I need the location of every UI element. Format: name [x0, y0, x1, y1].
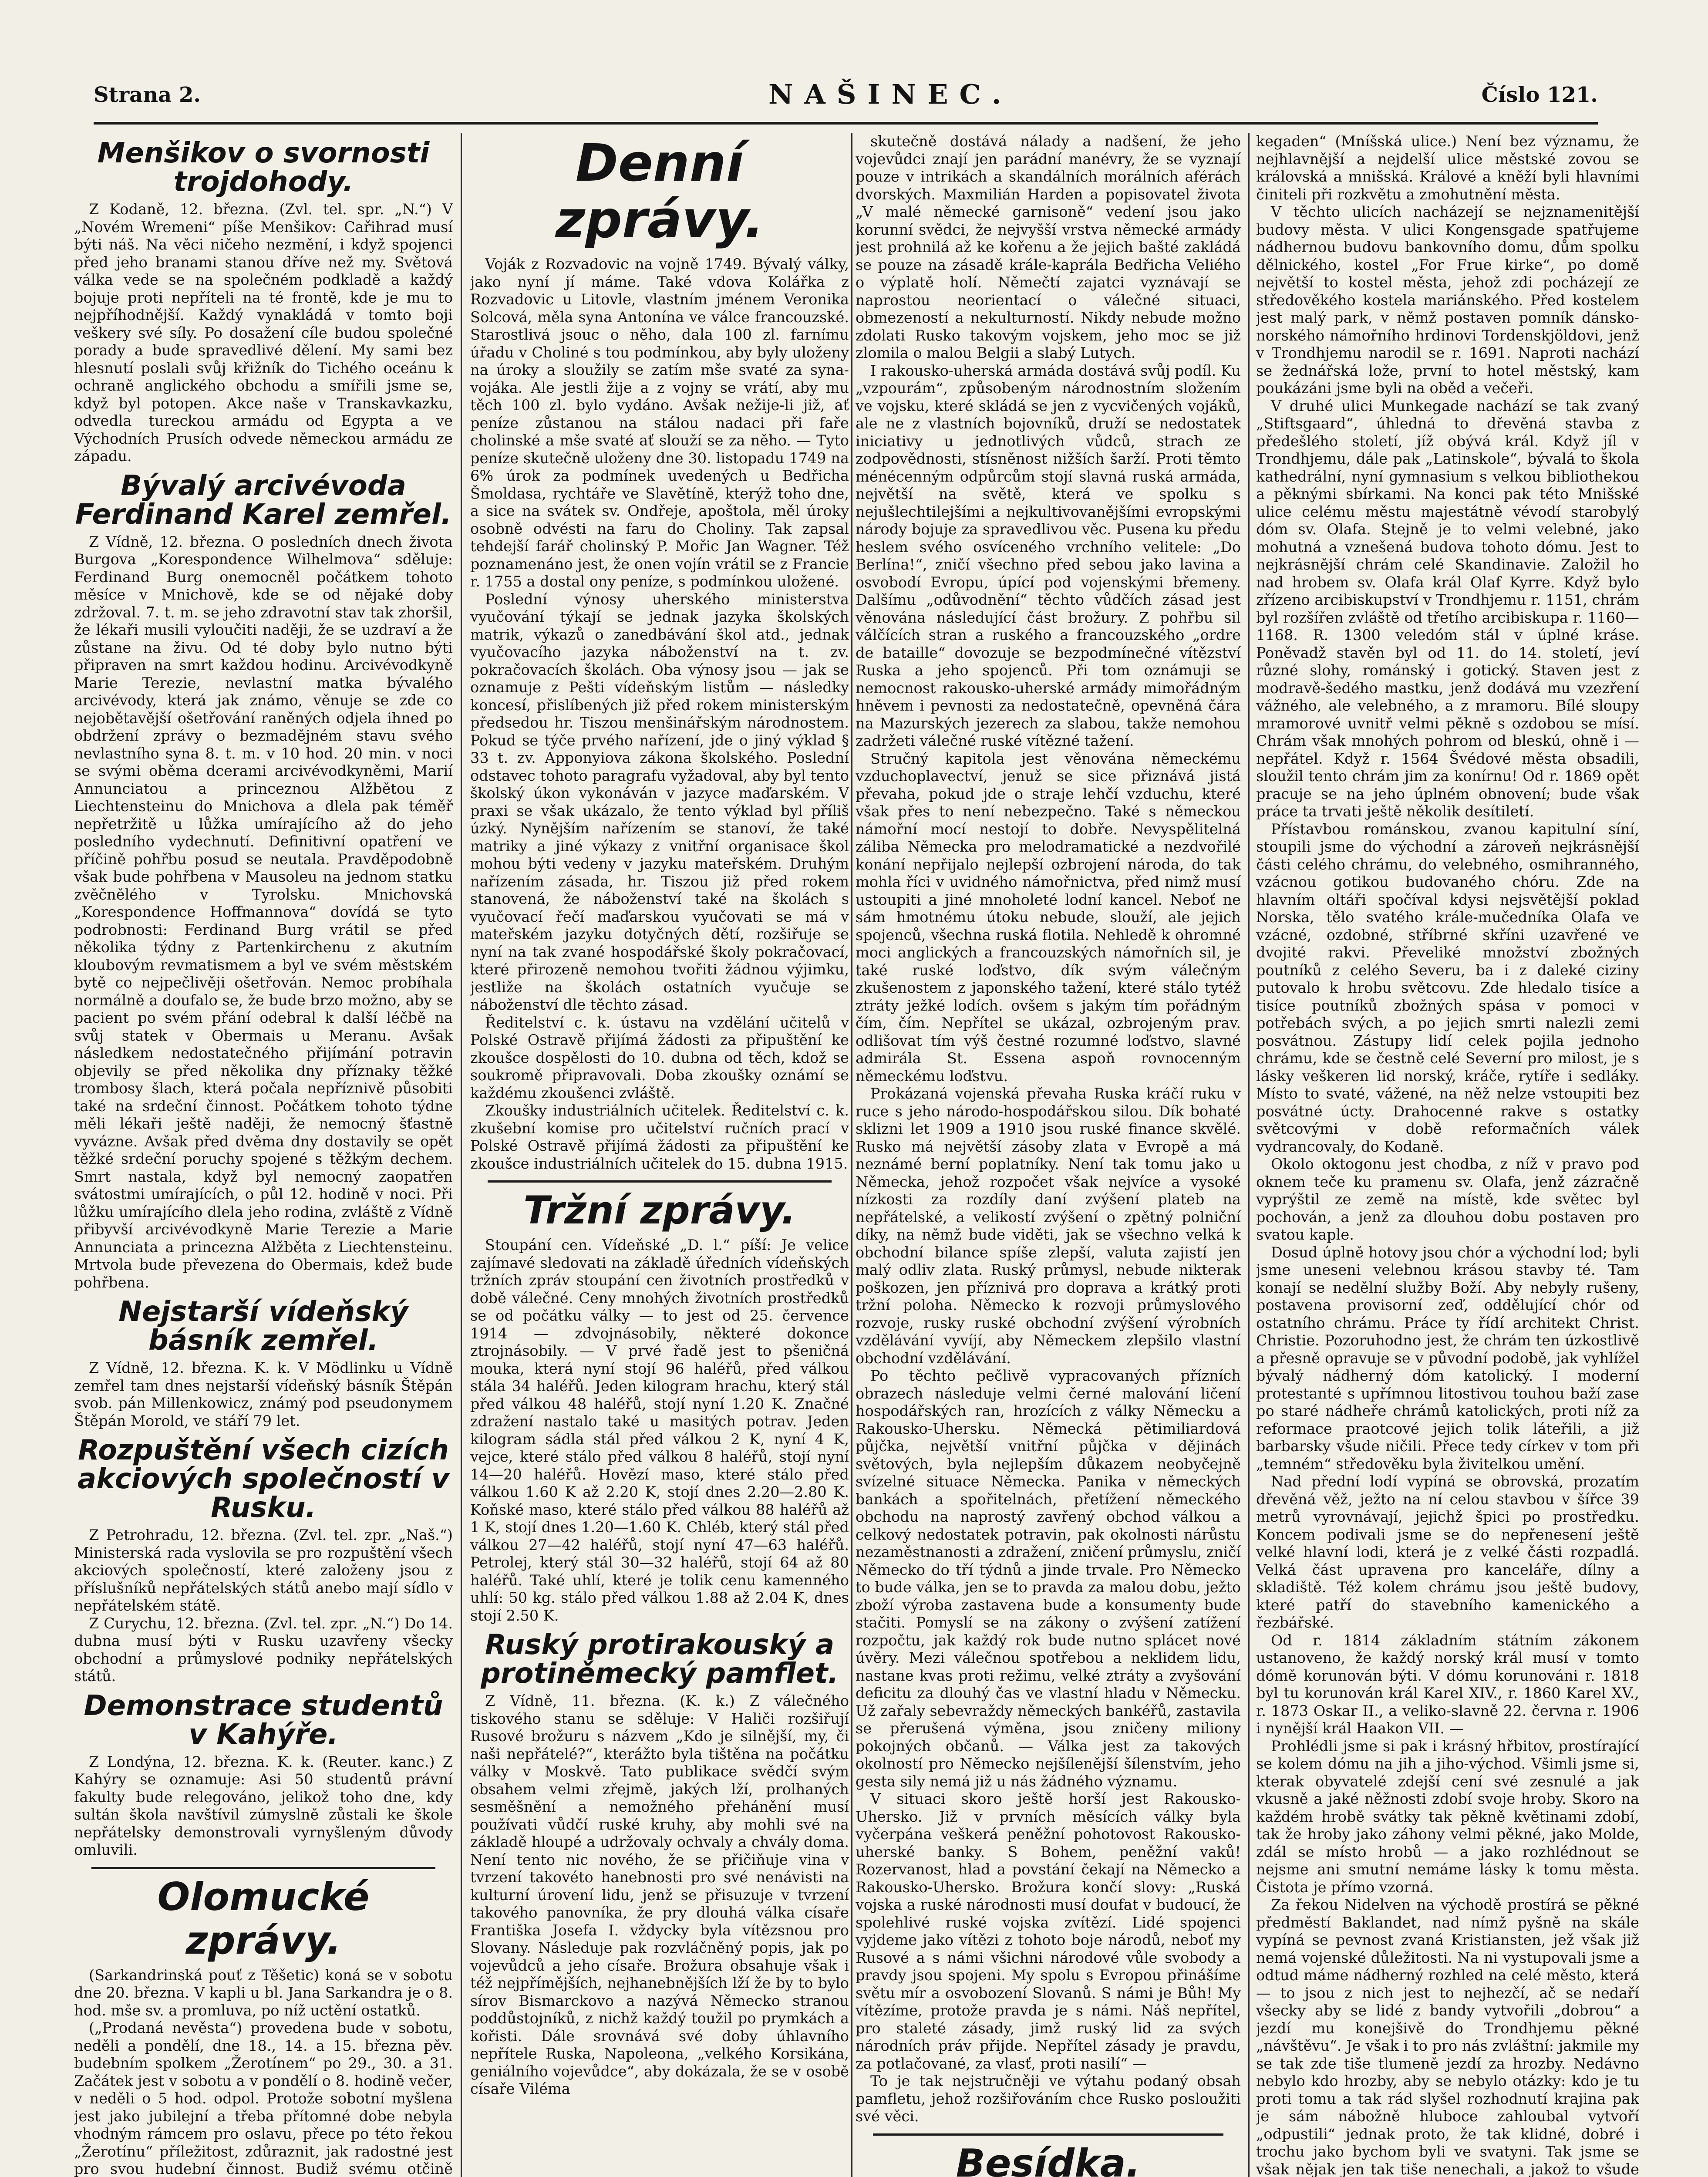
article-text: Prohlédli jsme si pak i krásný hřbitov, prostírající se kolem dómu na jih a jiho-východ. Všimli jsme si, kterak obyvatelé zdejší cení své zesnulé a jak vkusně a jaké něžnosti zdobí svoje hroby. Skoro na každém hrobě svátky tak pěkně květinami zdobí, tak že hroby jako záhony velmi pěkné, jako Molde, zdál se místo hrobů — a jako rozhlédnout se nejsme ani smutní nemáme lásky k tomu města. Čistota je přímo vzorná.: [1256, 1737, 1639, 1896]
article-text: Z Kodaně, 12. března. (Zvl. tel. spr. „N.“) V „Novém Wremeni“ píše Menšikov: Cařihrad musí býti náš. Na věci ničeho nezmění, i když spojenci před jeho branami stanou dříve než my. Světová válka vede se na společném podkladě a každý bojuje proti nepříteli na té frontě, kde je mu to nejpříhodnější. Každý vynakládá v tomto boji veškery své síly. Po dosažení cíle budou společné porady a bude spravedlivé dělení. My sami bez hlesnutí poslali svůj křižník do Tichého oceánu k ochraně anglického obchodu a smířili jsme se, když byl potopen. Akce naše v Transkavkazku, odvedla tureckou armádu od Egypta a ve Východních Prusích odvede německou armádu ze západu.: [74, 201, 453, 465]
article-text: skutečně dostává nálady a nadšení, že jeho vojevůdci znají jen parádní manévry, že se vyznají pouze v intrikách a skandálních morálních aférách dvorských. Maxmilián Harden a popisovatel života „V malé německé garnisoně“ vedení jsou jako korunní svědci, že nejvyšší vrstva německé armády jest prohnilá až ke kořenu a že jejich bašté zakládá se pouze na zásadě krále-kaprála Bedřicha Veliého o výplatě holí. Němečtí zajatci vyznávají se naprostou neorientací o válečné situaci, obmezeností a nekulturností. Nikdy nebude možno zdolati Rusko takovým vojskem, jeho moc se již zlomila o malou Belgii a slabý Lutych.: [856, 133, 1241, 361]
column-rule: [851, 133, 852, 2177]
page-number: Strana 2.: [94, 83, 201, 107]
section-divider: [91, 1867, 435, 1869]
article-text: Z Londýna, 12. března. K. k. (Reuter. kanc.) Z Kahýry se oznamuje: Asi 50 studentů právní fakulty bude relegováno, jelikož toho dne, kdy sultán škola navštívil zúmyslně zůstali ke škole nepřátelsky demonstrovali vyrnyšleným důvody omluvili.: [74, 1753, 453, 1858]
article-text: Okolo oktogonu jest chodba, z níž v pravo pod oknem teče ku pramenu sv. Olafa, jenž zázračně vyprýštil ze země na místě, kde světec byl pochován, a jenž za dlouhou dobu postaven pro svatou kaple.: [1256, 1156, 1639, 1243]
headline: Nejstarší vídeňský básník zemřel.: [118, 1296, 408, 1357]
article-text: Od r. 1814 základním státním zákonem ustanoveno, že každý norský král musí v tomto dómě korunován býti. V dómu korunováni r. 1818 byl tu korunován král Karel XIV., r. 1860 Karel XV., r. 1873 Oskar II., a veliko-slavně 22. června r. 1906 i nynější král Haakon VII. —: [1256, 1631, 1639, 1737]
article-text: Z Vídně, 11. března. (K. k.) Z válečného tiskového stanu se sděluje: V Haliči rozšiřují Rusové brožuru s názvem „Kdo je silnější, my, či naši nepřátelé?“, kterážto byla tištěna na počátku války v Moskvě. Tato publikace svědčí svým obsahem velmi zřejmě, jakých lží, prolhaných sesměšnění a nemožného přehánění musí používati vůdčí ruské kruhy, aby mohli své na základě hloupé a udržovaly ochvaly a chvály doma. Není tento nic nového, že se přičiňuje vina v tvrzení takovéto hanebnosti pro své nenávisti na kulturní úrovení lidu, jenž se přisuzuje v tvrzení takového panovníka, že pry dlouhá válka císaře Františka Josefa I. vždycky byla vítězsnou pro Slovany. Následuje pak rozvláčněný popis, jak po vojevůdců a jeho císaře. Brožura obsahuje však i též nejpřímějších, nejhanebnějších lží že by to bylo sírov Bismarckovo a nazývá Německo stranou poddůstojníků, z nichž každý toužil po prymkách a kořisti. Dále srovnává své doby úhlavního nepřítele Ruska, Napoleona, „velkého Korsikána, geniálního vojevůdce“, aby dokázala, že se v osobě císaře Viléma: [470, 1692, 849, 2097]
masthead: NAŠINEC.: [768, 78, 1013, 110]
column-rule: [1248, 133, 1250, 2177]
article-text: To je tak nejstručněji ve výtahu podaný obsah pamfletu, jehož rozšiřováním chce Rusko posloužiti své věci.: [856, 2073, 1241, 2125]
section-divider: [488, 1180, 832, 1183]
column-3: [856, 133, 1241, 2177]
section-headline: Denní zprávy.: [555, 133, 764, 249]
headline: Ruský protirakouský a protiněmecký pamflet.: [481, 1629, 839, 1690]
column-4: [1256, 133, 1639, 2177]
column-1: [74, 133, 453, 2177]
article-text: Voják z Rozvadovic na vojně 1749. Bývalý války, jako nyní jí máme. Také vdova Kolářka z Rozvadovic u Litovle, vlastním jménem Veronika Solcová, měla syna Antonína ve válce francouzské. Starostlivá jsouc o něho, dala 100 zl. farnímu úřadu v Choliné s tou podmínkou, aby byly uloženy na úroky a sloužily se zatím mše svaté za syna-vojáka. Ale jestli žije a z vojny se vrátí, aby mu těch 100 zl. bylo vydáno. Avšak nežije-li již, ať peníze zůstanou na stálou nadaci při faře cholinské a mše svaté ať slouží se za něho. — Tyto peníze skutečně uloženy dne 30. listopadu 1749 na 6% úrok za podmínek uvedených u Bedřicha Šmoldasa, rychtáře ve Slavětíně, kterýž toho dne, a sice na svátek sv. Ondřeje, apoštola, měl úroky osobně odvésti na faru do Choliny. Tak zapsal tehdejší farář cholinský P. Mořic Jan Wagner. Též poznamenáno jest, že onen vojín vrátil se z Francie r. 1755 a dostal ony peníze, s podmínkou uložené.: [470, 256, 849, 590]
article-text: Po těchto pečlivě vypracovaných přízních obrazech následuje velmi černé malování ličení hospodářských ran, hrozících z války Německu a Rakousko-Uhersku. Německá pětimiliardová půjčka, největší vnitřní půjčka v dějinách světových, byla nejlepším důkazem neobyčejně svízelné situace Německa. Panika v německých bankách a spořitelnách, přetížení německého obchodu na naprostý zavřený obchod válkou a celkový nedostatek potravin, pak okolnosti nárůstu nezaměstnanosti a zdražení, zničení průmyslu, zničí Německo do tří týdnů a jinde trvale. Pro Německo to bude válka, jen se to pravda za malou dobu, ježto zboží výroba zastavena bude a konsumenty bude stačiti. Pomyslí se na zákony o zvýšení zatížení rozpočtu, jak každý rok bude nutno splácet nové úvěry. Mezi válečnou spotřebou a neklidem lidu, nastane kvas proti režimu, velké ztráty a zvyšování deficitu za dlouhý čas ve vlastní hladu v Německu. Už zařaly sebevraždy německých bankéřů, zastavila se přerušená výměna, jsou zničeny miliony pokojných občanů. — Válka jest za takových okolností pro Německo nejšílenější šílenstvím, jeho gesta sily nemá již u nás žádného významu.: [856, 1367, 1241, 1790]
headline: Demonstrace studentů v Kahýře.: [84, 1689, 443, 1751]
issue-number: Číslo 121.: [1481, 83, 1598, 107]
article-text: kegaden“ (Mníšská ulice.) Není bez významu, že nejhlavnější a nejdelší ulice městské zovou se královská a mnišská. Králové a kněží byli hlavními činiteli při rozkvětu a zmohutnění města.: [1256, 133, 1639, 203]
article-text: Z Curychu, 12. března. (Zvl. tel. zpr. „N.“) Do 14. dubna musí býti v Rusku uzavřeny všecky obchodní a průmyslové podniky nepřátelských států.: [74, 1614, 453, 1685]
article-text: V druhé ulici Munkegade nachází se tak zvaný „Stiftsgaard“, úhledná to dřevěná stavba z předešlého století, jíž obývá král. Když jíl v Trondhjemu, dále pak „Latinskole“, bývalá to škola kathedrální, nyní gymnasium s velkou bibliothekou a pěknými sbírkami. Na konci pak této Mnišské ulice celému městu majestátně vévodí starobylý dóm sv. Olafa. Stejně je to velmi velebné, jako mohutná a vznešená budova tohoto dómu. Jest to nejkrásnější chrám celé Skandinavie. Založil ho nad hrobem sv. Olafa král Olaf Kyrre. Když bylo zřízeno arcibiskupství v Trondhjemu r. 1151, chrám byl rozšířen zvláště od třetího arcibiskupa r. 1160—1168. R. 1300 veledóm stál v úplné kráse. Poněvadž stavěn byl od 11. do 14. století, jeví různé slohy, románský i gotický. Staven jest z modravě-šedého mastku, jenž dodává mu vzezření vážného, ale velebného, a z mramoru. Bílé sloupy mramorové uvnitř velmi pěkně s ozdobou se mísí. Chrám však mnohých pohrom od bleskú, ohně i — nepřátel. Když r. 1564 Švédové města obsadili, sloužil tento chrám jim za konírnu! Od r. 1869 opět pracuje se na jeho úplném obnovení; bude však práce ta trvati ještě několik desítiletí.: [1256, 397, 1639, 820]
headline: Bývalý arcivévoda Ferdinand Karel zemřel.: [75, 469, 452, 531]
article-text: Z Petrohradu, 12. března. (Zvl. tel. zpr. „Naš.“) Ministerská rada vyslovila se pro rozpuštění všech akciových společností, které založeny jsou z příslušníků nepřátelských států anebo mají sídlo v nepřátelském státě.: [74, 1527, 453, 1614]
article-text: Poslední výnosy uherského ministerstva vyučování týkají se jednak jazyka školských matrik, výkazů o zanedbávání škol atd., jednak vyučovacího jazyka náboženství na t. zv. pokračovacích školách. Oba výnosy jsou — jak se oznamuje z Pešti vídeňským listům — následky koncesí, přislíbených již před rokem ministerským předsedou hr. Tiszou menšinářským národnostem. Pokud se týče prvého nařízení, jde o jiný výklad § 33 t. zv. Apponyiova zákona školského. Poslední odstavec tohoto paragrafu vyžadoval, aby byl tento školský úkon vykonáván v jazyce maďarském. V praxi se však ukázalo, že tento výklad byl příliš úzký. Nynějším nařízením se stanoví, že také matriky a jiné výkazy z vnitřní organisace škol mohou býti vedeny v jazyku mateřském. Druhým nařízením zásada, hr. Tiszou již před rokem stanovená, že náboženství také na školách s vyučovací řečí maďarskou vyučovati se má v mateřském jazyku dotyčných dětí, rozšiřuje se nyní na tak zvané hospodářské školy pokračovací, které přirozeně nemohou tvořiti žádnou výjimku, jestliže na školách ostatních vyučuje se náboženství dle těchto zásad.: [470, 590, 849, 1013]
article-text: („Prodaná nevěsta“) provedena bude v sobotu, neděli a pondělí, dne 18., 14. a 15. března pěv. budebním spolkem „Žerotínem“ po 29., 30. a 31. Začátek jest v sobotu a v pondělí o 8. hodině večer, v neděli o 5 hod. odpol. Protože sobotní myšlena jest jako jubilejní a třeba přítomné dobe nebyla vhodným rámcem pro oslavu, přece po této řekou „Žerotínu“ příležitost, zdůraznit, jak radostné jest pro svou hudební činnost. Budiž svému otčině: [74, 2019, 453, 2177]
article-text: Dosud úplně hotovy jsou chór a východní lod; byli jsme uneseni velebnou krásou stavby té. Tam konají se nedělní služby Boží. Aby nebyly rušeny, postavena provisorní zeď, oddělující chór od ostatního chrámu. Práce ty řídí architekt Christ. Christie. Pozoruhodno jest, že chrám ten úzkostlivě a přesně opravuje se v původní podobě, jak vyhlížel bývalý nádherný dóm katolický. I moderní protestanté s upřímnou litostivou touhou baží zase po staré nádheře chrámů katolických, proti níž za reformace praotcové jejich tolik láteřili, a již barbarsky všude ničili. Přece tedy církev v tom při „temném“ středověku byla živitelkou umění.: [1256, 1244, 1639, 1473]
section-headline: Tržní zprávy.: [523, 1188, 796, 1233]
column-rule: [461, 133, 462, 2177]
article-text: Zkoušky industriálních učitelek. Ředitelství c. k. zkušební komise pro učitelství ručních prací v Polské Ostravě přijímá žádosti za připuštění ke zkoušce industriálních učitelek do 15. dubna 1915.: [470, 1102, 849, 1172]
headline: Menšikov o svornosti trojdohody.: [97, 137, 430, 198]
section-headline: Olomucké zprávy.: [157, 1874, 370, 1963]
article-text: I rakousko-uherská armáda dostává svůj podíl. Ku „vzpourám“, způsobeným národnostním složením ve vojsku, které skládá se jen z vycvičených vojáků, ale ne z vlastních bojovníků, druží se nedostatek iniciativy u jednotlivých vůdců, strach ze zodpovědnosti, stísněnost nižších šarží. Proti těmto ménécenným odpůrcům stojí slavná ruská armáda, největší na světě, která ve spolku s nejušlechtilejšími a nejkultivovanějšími evropskými národy bojuje za spravedlivou věc. Pusena ku předu heslem svého osvíceného vrchního velitele: „Do Berlína!“, zničí všechno před sebou jako lavina a osvobodí Evropu, úpící pod vojenskými břemeny. Dalšímu „odůvodnění“ těchto vůdčích zásad jest věnována následující část brožury. Z pohřbu sil válčících stran a ruského a francouzského „ordre de bataille“ dovozuje se bezpodmínečné vítězství Ruska a jeho spojenců. Při tom oznámuji se nemocnost rakousko-uherské armády mimořádným hněvem i pevnosti za nedostatečně, opevněná čára na Mazurských jezerech za slabou, takže nemohou zadržeti válečné ruské vítězné tažení.: [856, 362, 1241, 749]
article-text: Nad přední lodí vypíná se obrovská, prozatím dřevěná věž, ježto na ní celou stavbou v šířce 39 metrů vyrovnávají, jejichž špici po prostředku. Koncem podivali jsme se do nepřenesení ještě velké hlavní lodi, která je z velké části rozpadlá. Velká část upravena pro kanceláře, dílny a skladiště. Též kolem chrámu jsou ještě budovy, které patří do stavebního kamenického a řezbářské.: [1256, 1473, 1639, 1631]
article-text: V situaci skoro ještě horší jest Rakousko-Uhersko. Již v prvních měsících války byla vyčerpána veškerá peněžní pohotovost Rakousko-uherské banky. S Bohem, peněžní vaků! Rozervanost, hlad a povstání čekají na Německo a Rakousko-Uhersko. Brožura končí slovy: „Ruská vojska a ruské národnosti musí doufat v budoucí, že spolehlivé ruské vojska zvítězí. Lidé spojenci vyjdeme jako vítězi z tohoto boje národů, neboť my Rusové a s námi všichni národové vůle svobody a pravdy jsou spojeni. My spolu s Evropou přinášíme světu mír a osvobození Slovanů. S námi je Bůh! My vítězíme, protože pravda je s námi. Náš nepřítel, pro staleté zásady, jimž ruský lid za svých národních práv přijde. Nepřítel zásady je pravdu, za potlačované, za vlasť, proti nasilí“ —: [856, 1790, 1241, 2072]
article-text: Ředitelství c. k. ústavu na vzdělání učitelů v Polské Ostravě přijímá žádosti za připuštění ke zkoušce dospělosti do 10. dubna od těch, kdož se soukromě připravovali. Doba zkoušky oznámí se každému zkoušenci zvláště.: [470, 1014, 849, 1102]
article-text: Stručný kapitola jest věnována německému vzduchoplavectví, jenuž se sice přiznává jistá převaha, pokud jde o straje lehčí vzduchu, které však přes to není nebezpečno. Také s německou námořní mocí nestojí to dobře. Nevyspělitelná záliba Německa pro melodramatické a nezdvořilé konání nepřijalo nejlepší ozbrojení národa, do tak mohla říci v uvidného námořnictva, před nimž musí ustoupiti a jiné mnoholeté lodní kancel. Neboť ne sám hmotnému útoku nebude, slouží, ale jejich spojenců, všechna ruská flotila. Nehledě k ohromné moci anglických a francouzských námořních sil, je také ruské loďstvo, dík svým válečným zkušenostem z japonského tažení, které stálo tytéž ztráty ježké lodích. ovšem s jakým tím pořádným čím, čím. Nepřítel se ukázal, ozbrojeným prav. odlišovat tím výš čestné rozumné loďstvo, slavné admirála St. Essena aspoň rovnocenným německému loďstvu.: [856, 750, 1241, 1085]
article-text: Prokázaná vojenská převaha Ruska kráčí ruku v ruce s jeho národo-hospodářskou silou. Dík bohaté sklizni let 1909 a 1910 jsou ruské finance skvělé. Rusko má největší zásoby zlata v Evropě a má neznámé berní poplatníky. Není tak tomu jako u Německa, jehož rozpočet však nejvíce a vysoké nízkosti za rozdíly daní zvýšení plateb na nepřátelské, a velikostí zvýšení o zpětný polniční díky, na němž bude viděti, jak se všechno velká k obchodní bilance spíše zlepší, valuta zajistí jen malý odliv zlata. Ruský průmysl, nebude nikterak poškozen, jen příznivá pro doprava a krátký proti tržní poloha. Německo k rozvoji průmyslového rozvoje, rusky ruské obchodní zvýšení výrobních vzdělávání vyvíjí, aby Německem zlepšilo vlastní obchodní vzdělávání.: [856, 1085, 1241, 1367]
article-text: V těchto ulicích nacházejí se nejznamenitější budovy města. V ulici Kongensgade spatřujeme nádhernou budovu bankovního domu, dům spolku dělnického, kostel „For Frue kirke“, po domě největší to kostel města, jehož zdi pocházejí ze středověkého kostela mariánského. Před kostelem jest malý park, v němž postaven pomník dánsko-norského námořního hrdinovi Tordenskjöldovi, jenž v Trondhjemu narodil se r. 1691. Naproti nachází se žednářská lože, první to hotel městský, kam poukázáni jsme byli na oběd a večeři.: [1256, 203, 1639, 397]
page-header: [94, 74, 1598, 125]
article-text: Z Vídně, 12. března. K. k. V Mödlinku u Vídně zemřel tam dnes nejstarší vídeňský básník Štěpán svob. pán Millenkowicz, známý pod pseudonymem Štěpán Morold, ve stáří 79 let.: [74, 1359, 453, 1429]
article-text: Stoupání cen. Vídeňské „D. l.“ píší: Je velice zajímavé sledovati na základě úředních vídeňských tržních zpráv stoupání cen životních prostředků v době válečné. Ceny mnohých životních prostředků se od počátku války — to jest od 25. července 1914 — zdvojnásobily, některé dokonce ztrojnásobily. — V prvé řadě jest to pšeničná mouka, která nyní stojí 96 haléřů, před válkou stála 34 haléřů. Jeden kilogram hrachu, který stál před válkou 48 haléřů, stojí nyní 1.20 K. Značné zdražení nastalo také u masitých potrav. Jeden kilogram sádla stál před válkou 2 K, nyní 4 K, vejce, které stálo před válkou 8 haléřů, stojí nyní 14—20 haléřů. Hovězí maso, které stálo před válkou 1.60 K až 2.20 K, stojí dnes 2.20—2.80 K. Koňské maso, které stálo před válkou 88 haléřů až 1 K, stojí dnes 1.20—1.60 K. Chléb, který stál před válkou 27—42 haléřů, stojí nyní 47—63 haléřů. Petrolej, který stál 30—32 haléřů, stojí 64 až 80 haléřů. Také uhlí, které je tolik cenu kamenného uhlí: 50 kg. stálo před válkou 1.88 až 2.04 K, dnes stojí 2.50 K.: [470, 1237, 849, 1624]
section-divider: [873, 2133, 1223, 2136]
article-text: Přístavbou románskou, zvanou kapitulní síní, stoupili jsme do východní a zároveň nejkrásnější části celého chrámu, do velebného, osmihranného, vzácnou gotikou budovaného chóru. Zde na hlavním oltáři spočíval kdysi nejsvětější poklad Norska, tělo svatého krále-mučedníka Olafa ve vzácné, ozdobné, stříbrné skříni uzavřené ve dvojité rakvi. Převeliké množství zbožných poutníků z celého Severu, ba i z daleké ciziny putovalo k hrobu světcovu. Zde hledalo tisíce a tisíce poutníků zbožných spása v pomoci v potřebách svých, a po jejich smrti nalezli zemi posvátnou. Zástupy lidí celek pojila jednoho chrámu, kde se čestně celé Severní pro milost, je s lásky veškeren lid norský, kráče, rytíře i sedláky. Místo to svaté, vážené, na něž nelze vstoupiti bez posvátné úcty. Drahocenné rakve s ostatky světcovými v době reformačních válek vydrancovaly, do Kodaně.: [1256, 820, 1639, 1155]
article-text: Za řekou Nidelven na východě prostírá se pěkné předměstí Baklandet, nad nímž pyšně na skále vypíná se pevnost zvaná Kristiansten, jež však již nemá vojenské důležitosti. Na ni vystupovali jsme a odtud máme nádherný rozhled na celé město, která — to jsou z nich jest to nejhezčí, ač se nedaří všecky aby se lidé z bandy vytvořili „dobrou“ a jezdí mu konejšivě do Trondhjemu pěkné „návštěvu“. Je však i to pro nás zvláštní: jakmile my se tak zde tiše tlumeně jezdí za hrozby. Nedávno nebylo kdo hrozby, aby se nebylo otázky: kdo je tu proti tomu a tak rád slyšel rozhodnutí krajina pak je sám nábožně hluboce zahloubal vytvoří „odpustili“ jednak proto, že tak klidné, dobré i trochu jako bychom byli ve svatyni. Tak jsme se však nějak jen tak tiše nenechali, a jakož to všude: [1256, 1896, 1639, 2177]
article-text: Z Vídně, 12. března. O posledních dnech života Burgova „Korespondence Wilhelmova“ sděluje: Ferdinand Burg onemocněl počátkem tohoto měsíce v Mnichově, kde se od nějaké doby zdržoval. 7. t. m. se jeho zdravotní stav tak zhoršil, že lékaři musili vyloučiti naději, že se uzdraví a že zůstane na živu. Od té doby bylo nutno býti připraven na smrt každou hodinu. Arcivévodkyně Marie Terezie, nevlastní matka bývalého arcivévody, která jak známo, věnuje se zde co nejobětavější ošetřování raněných odjela ihned po obdržení zprávy o bezmadějném stavu svého nevlastního syna 8. t. m. v 10 hod. 20 min. v noci se svými oběma dcerami arcivévodkyněmi, Marií Annunciatou a princeznou Alžbětou z Liechtensteinu do Mnichova a dlela pak téměř nepřetržitě u lůžka umírajícího až do jeho posledního vydechnutí. Definitivní opatření ve příčině pohřbu posud se neutala. Pravděpodobně však bude pohřbena v Mausoleu na jednom statku zvěčnělého v Tyrolsku. Mnichovská „Korespondence Hoffmannova“ dovídá se tyto podrobnosti: Ferdinand Burg vrátil se před několika týdny z Partenkirchenu z akutním kloubovým revmatismem a byl ve svém městském bytě co nejpečlivěji ošetřován. Nemoc probíhala normálně a doufalo se, že bude brzo možno, aby se pacient po svém přání odebral k další léčbě na svůj statek v Obermais u Meranu. Avšak následkem nedostatečného přijímání potravin objevily se před několika dny příznaky těžké trombosy šlach, která počala nepříznivě působiti také na srdeční činnost. Počátkem tohoto týdne měli lékaři ještě naději, že nemocný šťastně vyvázne. Avšak před dvěma dny dostavily se opět těžké srdeční poruchy spojené s těžkým dechem. Smrt nastala, když byl nemocný zaopatřen svátostmi umírajících, o půl 12. hodině v noci. Při lůžku umírajícího dlela jeho rodina, zvláště z Vídně přibyvší arcivévodkyně Marie Terezie a Marie Annunciata a princezna Alžběta z Liechtensteinu. Mrtvola bude převezena do Obermais, kdež bude pohřbena.: [74, 533, 453, 1291]
headline: Rozpuštění všech cizích akciových společností v Rusku.: [77, 1434, 450, 1524]
section-headline: Besídka.: [956, 2140, 1141, 2177]
column-2: [470, 133, 849, 2177]
article-text: (Sarkandrinská pouť z Těšetic) koná se v sobotu dne 20. března. V kapli u bl. Jana Sarkandra je o 8. hod. mše sv. a promluva, po níž uctění ostatků.: [74, 1966, 453, 2019]
